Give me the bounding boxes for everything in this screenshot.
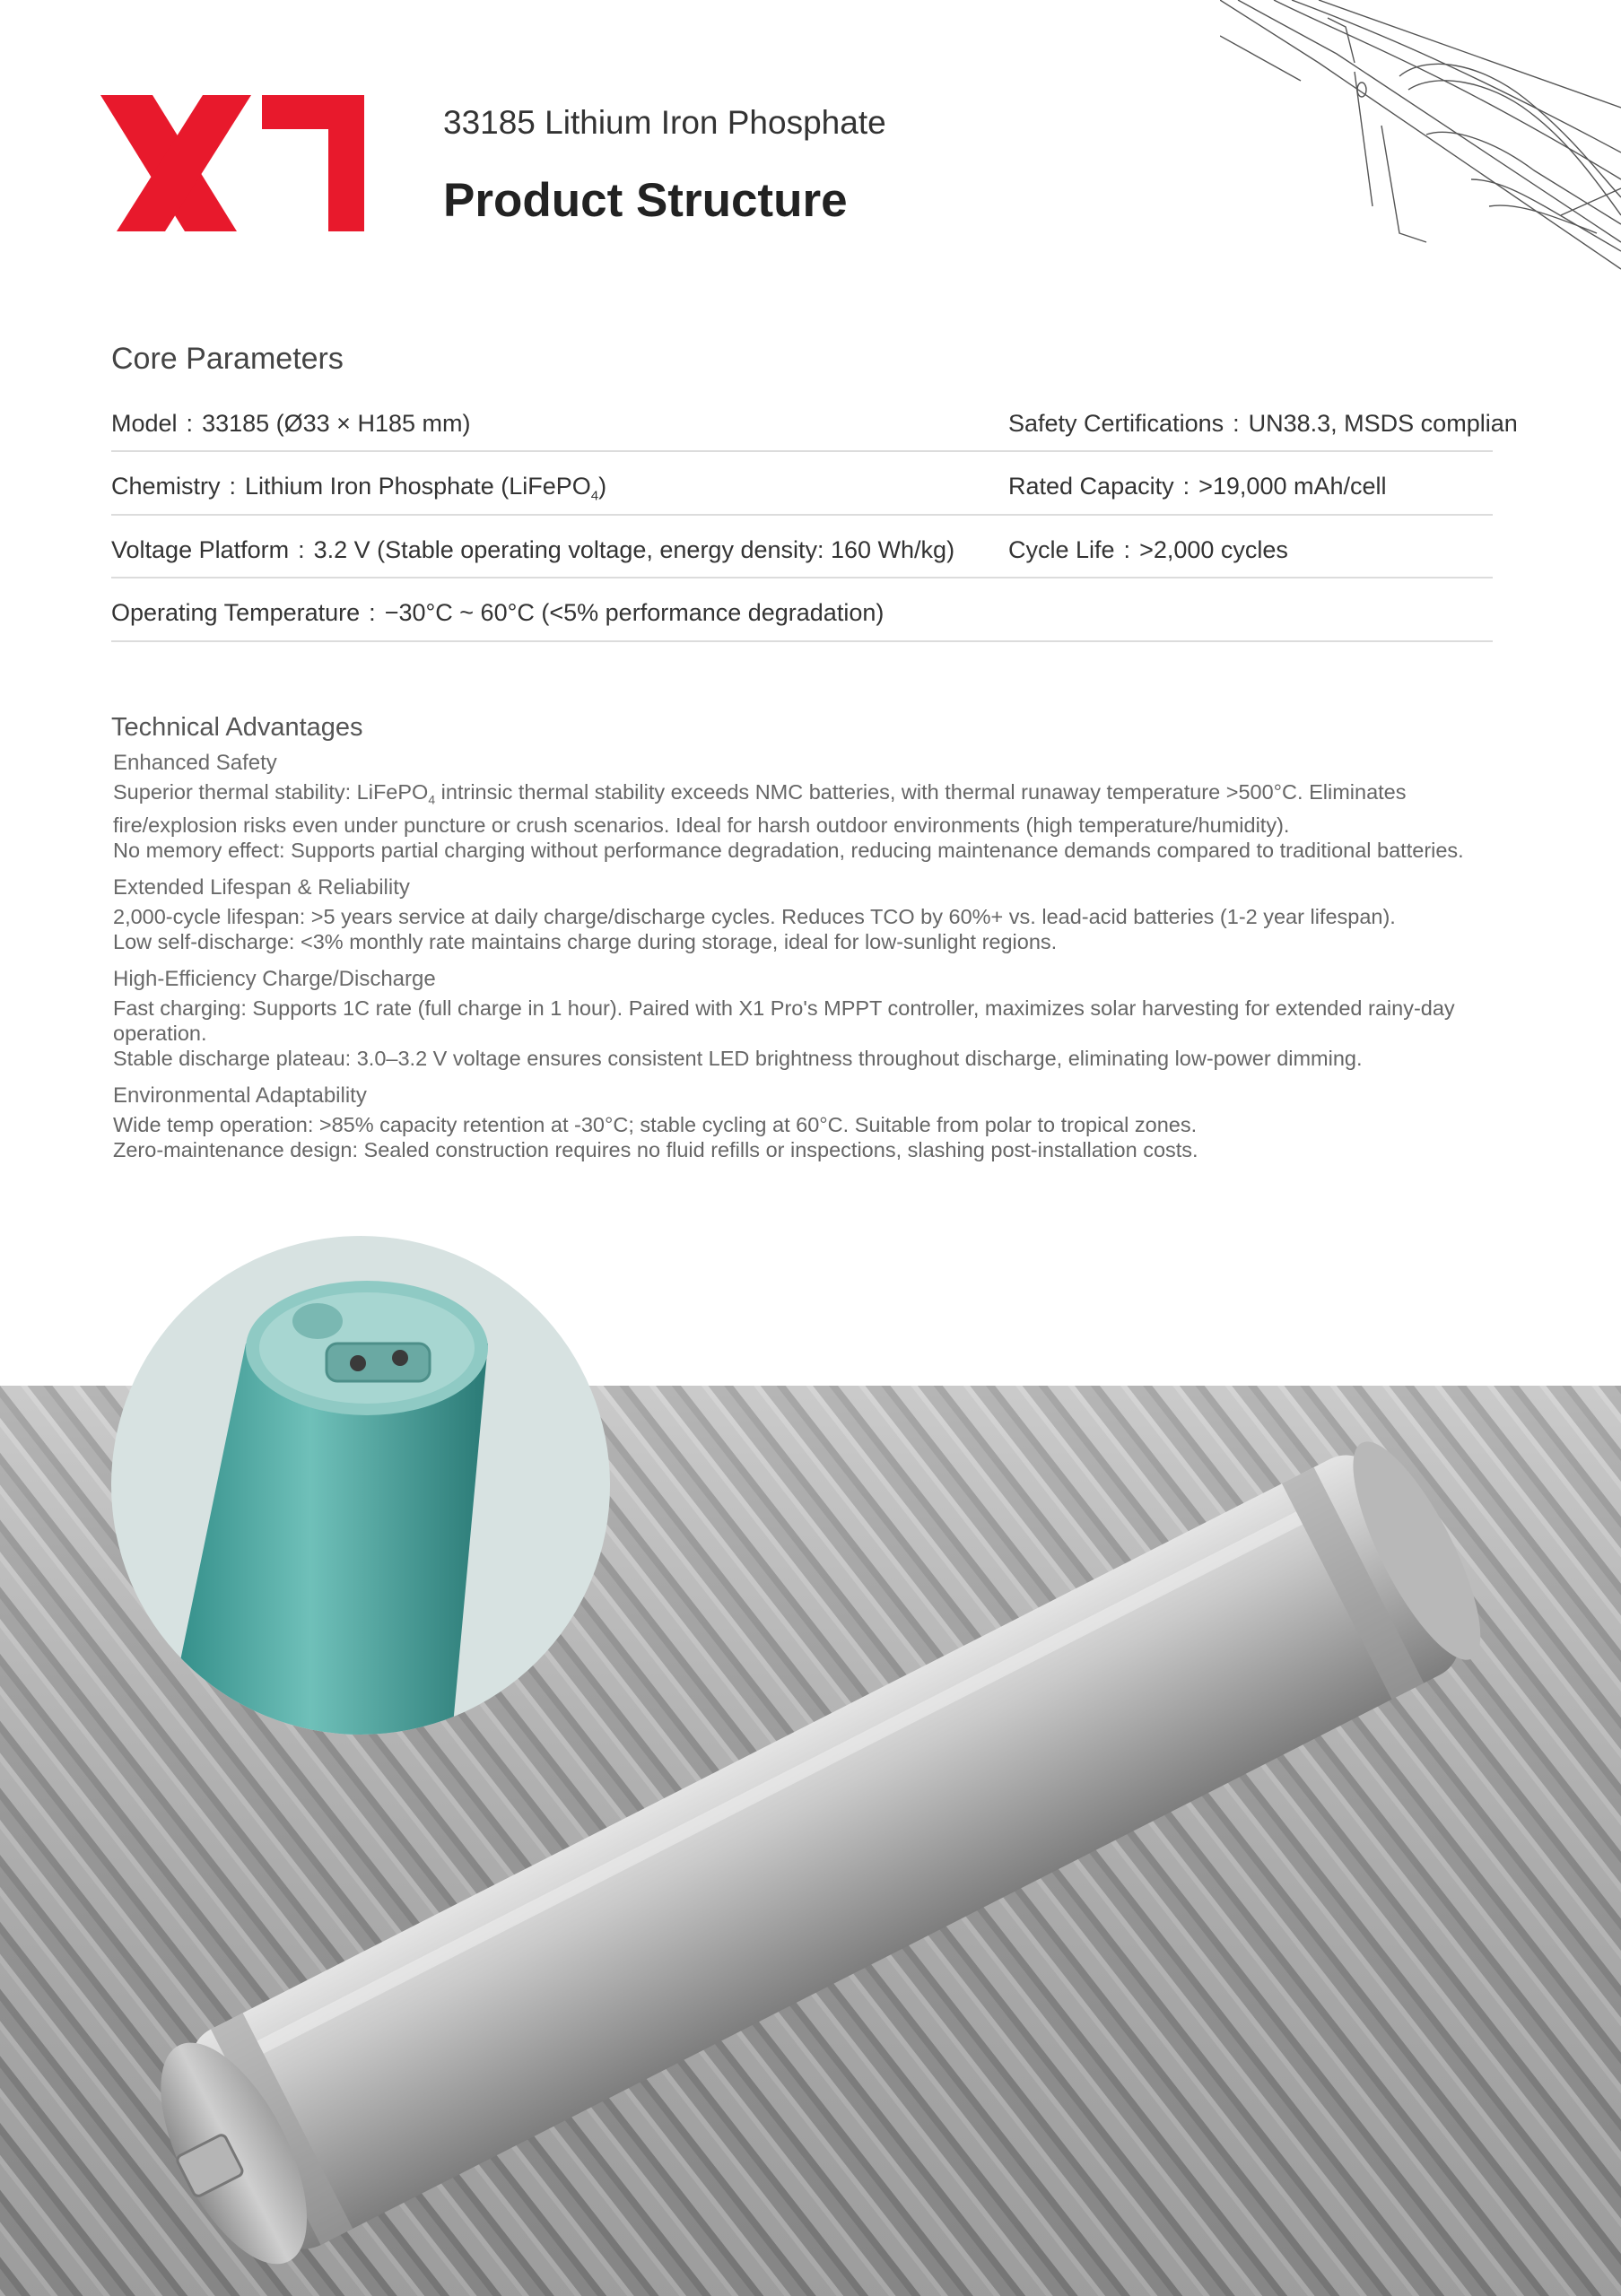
param-label: Rated Capacity <box>1008 473 1174 500</box>
advantage-enhanced-safety <box>113 751 1495 863</box>
divider <box>111 577 1493 578</box>
advantage-text <box>113 779 1495 838</box>
technical-advantages-heading: Technical Advantages <box>111 713 363 742</box>
param-value: UN38.3, MSDS complian <box>1248 410 1518 437</box>
advantage-text: Wide temp operation: >85% capacity retention at -30°C; stable cycling at 60°C. Suitable from polar to tropical zones. <box>113 1112 1198 1136</box>
advantage-text: Low self-discharge: <3% monthly rate maintains charge during storage, ideal for low-sunlight regions. <box>113 929 1058 953</box>
param-label: Safety Certifications <box>1008 410 1224 437</box>
advantage-high-efficiency <box>113 967 1495 1071</box>
param-voltage-platform: Voltage Platform : 3.2 V (Stable operating voltage, energy density: 160 Wh/kg) <box>111 536 955 563</box>
battery-terminal-closeup <box>111 1236 610 1735</box>
advantage-text-b: intrinsic thermal stability exceeds NMC batteries, with thermal runaway temperature >500°C. Eliminates fire/explosion risks even under puncture or crush scenarios. Ideal for harsh outdoor environments (high temperature/humidity). <box>113 780 1407 837</box>
advantage-title: Extended Lifespan & Reliability <box>113 874 410 900</box>
divider <box>111 514 1493 516</box>
advantage-text-subscript: 4 <box>428 792 436 807</box>
page-title: Product Structure <box>443 174 848 227</box>
product-line-drawing <box>1220 0 1621 332</box>
param-label: Voltage Platform <box>111 536 290 563</box>
divider <box>111 640 1493 642</box>
advantage-text: Fast charging: Supports 1C rate (full charge in 1 hour). Paired with X1 Pro's MPPT controller, maximizes solar harvesting for extended rainy-day operation. <box>113 996 1455 1045</box>
param-operating-temperature: Operating Temperature : −30°C ~ 60°C (<5% performance degradation) <box>111 599 885 626</box>
advantage-text: Zero-maintenance design: Sealed construction requires no fluid refills or inspections, slashing post-installation costs. <box>113 1137 1198 1161</box>
param-cycle-life: Cycle Life : >2,000 cycles <box>1008 536 1288 563</box>
advantage-text: No memory effect: Supports partial charging without performance degradation, reducing maintenance demands compared to traditional batteries. <box>113 838 1464 862</box>
technical-advantages <box>113 751 1495 1175</box>
param-value: >2,000 cycles <box>1139 536 1288 563</box>
advantage-text: Stable discharge plateau: 3.0–3.2 V voltage ensures consistent LED brightness throughout discharge, eliminating low-power dimming. <box>113 1046 1363 1070</box>
param-chemistry: Chemistry : Lithium Iron Phosphate (LiFePO$_4$) <box>111 473 607 504</box>
advantage-extended-lifespan <box>113 875 1495 954</box>
advantage-title: Enhanced Safety <box>113 751 277 775</box>
closeup-image <box>111 1236 610 1735</box>
param-label: Chemistry <box>111 473 221 500</box>
advantage-text-a: Superior thermal stability: LiFePO <box>113 780 429 804</box>
param-model: Model : 33185 (Ø33 × H185 mm) <box>111 410 471 437</box>
param-value-subscript: 4 <box>590 488 599 504</box>
param-label: Cycle Life <box>1008 536 1115 563</box>
param-label: Model <box>111 410 178 437</box>
param-value: −30°C ~ 60°C (<5% performance degradation) <box>384 599 885 626</box>
param-value: >19,000 mAh/cell <box>1198 473 1387 500</box>
advantage-environmental-adaptability <box>113 1083 1495 1162</box>
x1-logo <box>100 91 370 235</box>
product-subtitle: 33185 Lithium Iron Phosphate <box>443 104 886 141</box>
param-label: Operating Temperature <box>111 599 361 626</box>
divider <box>111 450 1493 452</box>
param-value: 3.2 V (Stable operating voltage, energy density: 160 Wh/kg) <box>313 536 955 563</box>
param-safety-certifications: Safety Certifications : UN38.3, MSDS complian <box>1008 410 1518 437</box>
param-value: 33185 (Ø33 × H185 mm) <box>202 410 471 437</box>
advantage-title: Environmental Adaptability <box>113 1083 367 1108</box>
param-rated-capacity: Rated Capacity : >19,000 mAh/cell <box>1008 473 1387 500</box>
advantage-title: High-Efficiency Charge/Discharge <box>113 966 436 991</box>
advantage-text: 2,000-cycle lifespan: >5 years service at daily charge/discharge cycles. Reduces TCO by 60%+ vs. lead-acid batteries (1-2 year lifespan). <box>113 904 1396 928</box>
param-value-end: ) <box>598 473 607 500</box>
core-parameters-heading: Core Parameters <box>111 342 344 376</box>
param-value: Lithium Iron Phosphate (LiFePO <box>245 473 591 500</box>
